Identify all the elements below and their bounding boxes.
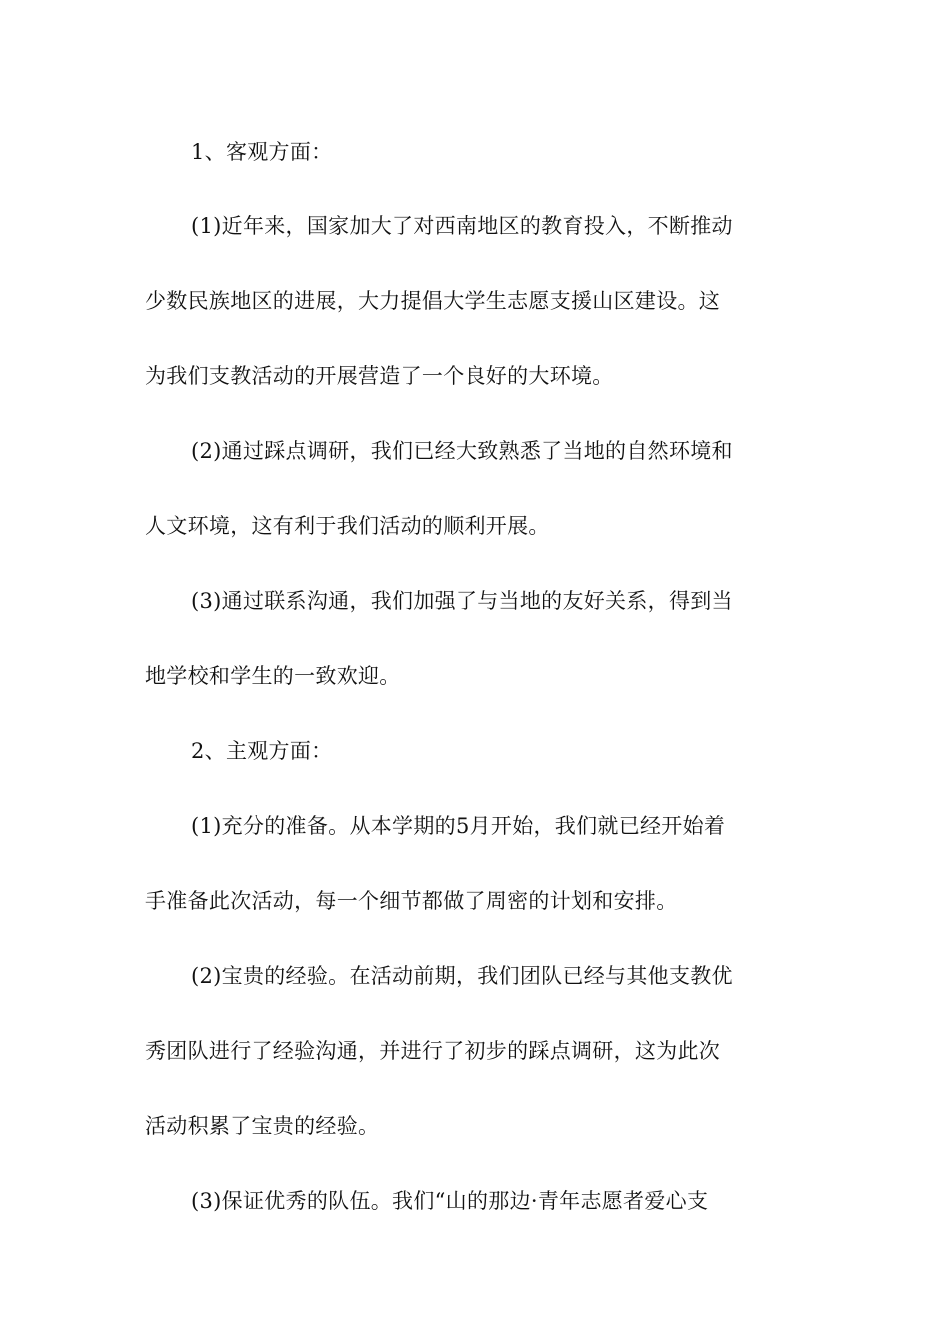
paragraph-line: 为我们支教活动的开展营造了一个良好的大环境。 — [145, 364, 614, 388]
paragraph-line: (2)通过踩点调研，我们已经大致熟悉了当地的自然环境和 — [191, 439, 733, 463]
paragraph-line: (1)充分的准备。从本学期的5月开始，我们就已经开始着 — [191, 814, 726, 838]
paragraph-line: 手准备此次活动，每一个细节都做了周密的计划和安排。 — [145, 889, 678, 913]
section-heading-objective: 1、客观方面： — [191, 140, 333, 164]
paragraph-line: (3)保证优秀的队伍。我们“山的那边·青年志愿者爱心支 — [191, 1189, 709, 1213]
paragraph-line: 秀团队进行了经验沟通，并进行了初步的踩点调研，这为此次 — [145, 1039, 721, 1063]
paragraph-line: (1)近年来，国家加大了对西南地区的教育投入，不断推动 — [191, 214, 733, 238]
paragraph-line: (3)通过联系沟通，我们加强了与当地的友好关系，得到当 — [191, 589, 733, 613]
paragraph-line: 少数民族地区的进展，大力提倡大学生志愿支援山区建设。这 — [145, 289, 721, 313]
paragraph-line: (2)宝贵的经验。在活动前期，我们团队已经与其他支教优 — [191, 964, 733, 988]
paragraph-line: 地学校和学生的一致欢迎。 — [145, 664, 401, 688]
section-heading-subjective: 2、主观方面： — [191, 739, 333, 763]
paragraph-line: 人文环境，这有利于我们活动的顺利开展。 — [145, 514, 550, 538]
paragraph-line: 活动积累了宝贵的经验。 — [145, 1114, 380, 1138]
